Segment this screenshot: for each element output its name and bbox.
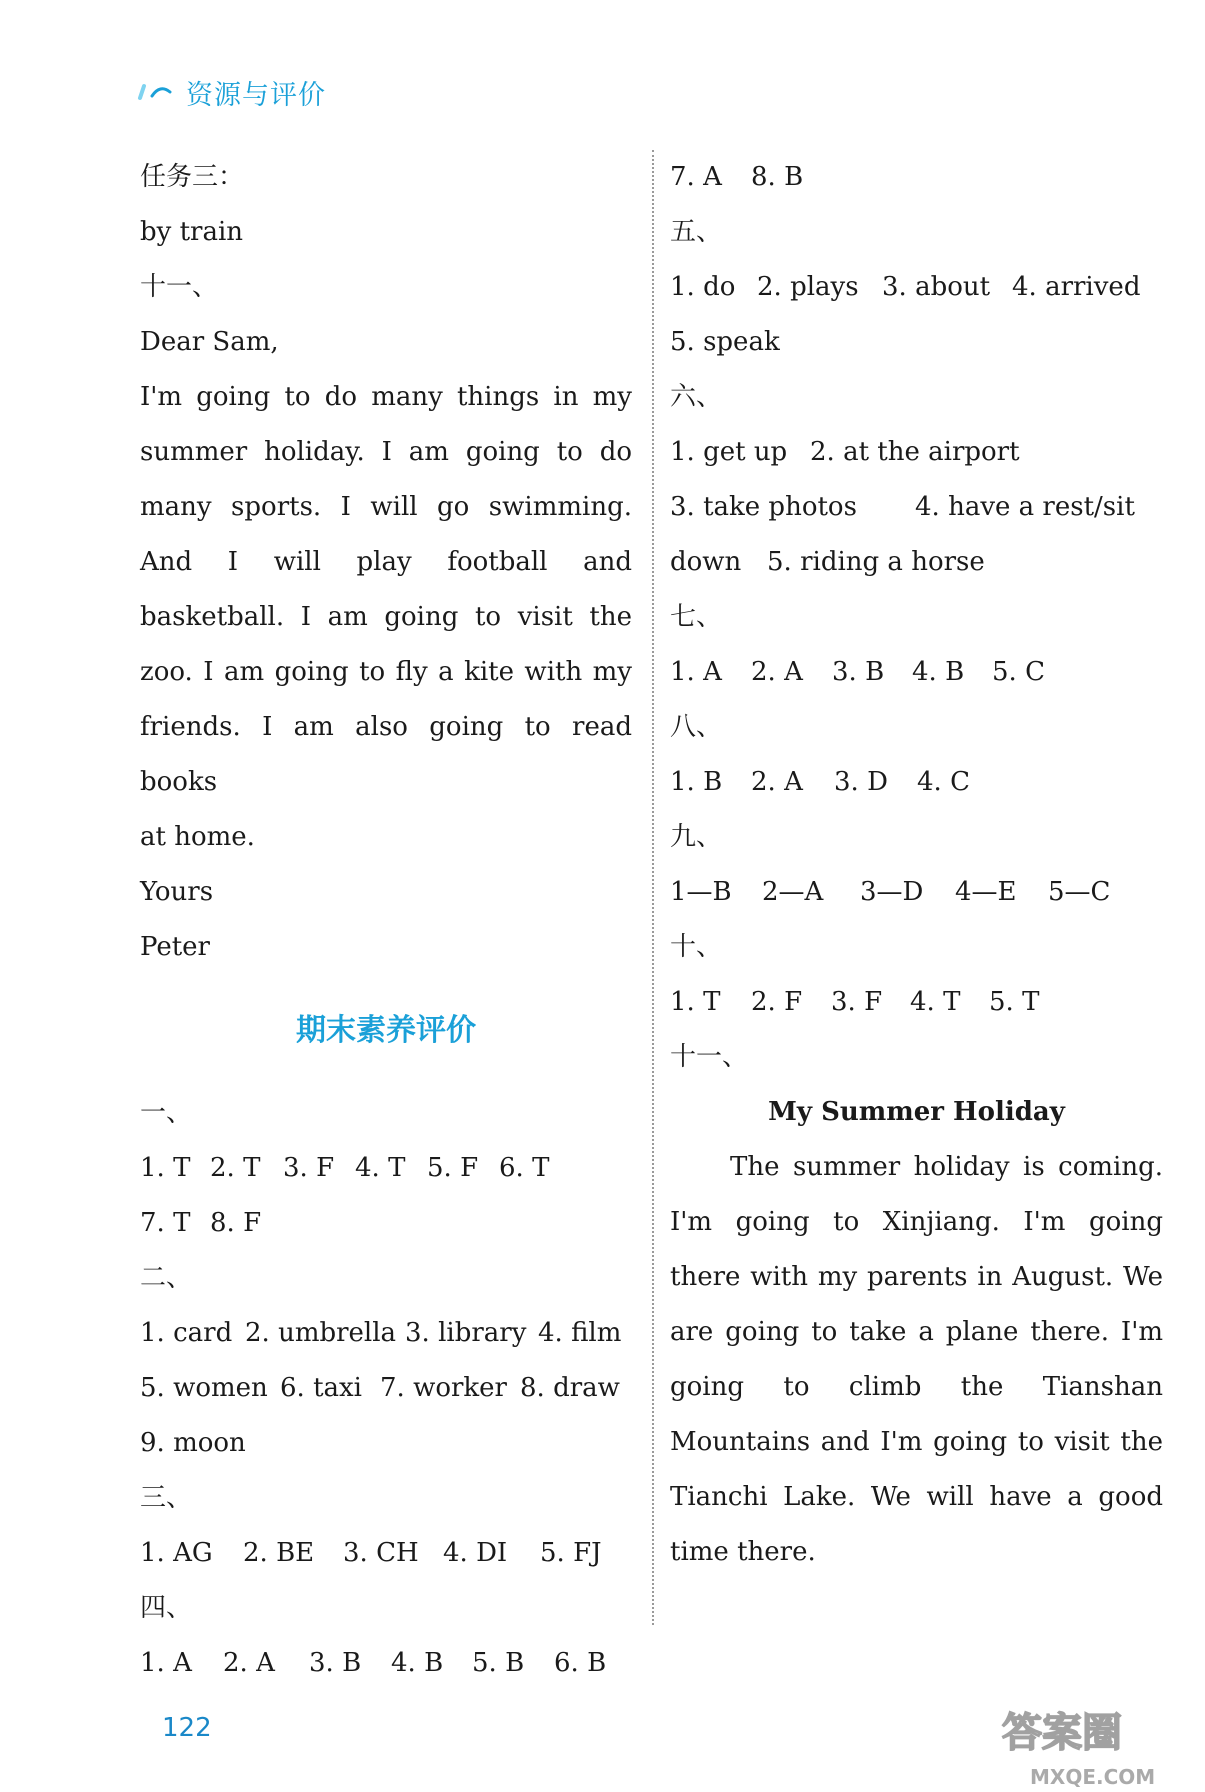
section-9-label: 九、 <box>670 822 723 852</box>
answer-row <box>670 645 1163 700</box>
answer-item: 2. A <box>223 1648 275 1678</box>
essay-line: The summer holiday is coming. <box>730 1152 1163 1182</box>
answer-row <box>670 865 1163 920</box>
answer-item: 2. A <box>751 767 803 797</box>
answer-row <box>670 260 1163 315</box>
answer-item: 8. draw <box>520 1373 620 1403</box>
letter-line: many sports. I will go swimming. <box>140 492 632 522</box>
answer-item: 6. B <box>554 1648 607 1678</box>
answer-item: 5. women <box>140 1373 268 1403</box>
answer-item: 5. T <box>989 987 1040 1017</box>
answer-item: 2. at the airport <box>810 437 1020 467</box>
answer-item: 4. B <box>912 657 965 687</box>
watermark-text: 答案圈 <box>1002 1710 1122 1756</box>
answer-item: 7. T <box>140 1208 191 1238</box>
answer-item: 7. A <box>670 162 722 192</box>
section-3-label: 三、 <box>140 1483 193 1513</box>
answer-item: 4. DI <box>443 1538 508 1568</box>
section-5-label: 五、 <box>670 217 723 247</box>
answer-item: 4. film <box>538 1318 622 1348</box>
section-7-label: 七、 <box>670 602 723 632</box>
answer-row <box>140 1306 632 1361</box>
essay-line: Tianchi Lake. We will have a good <box>670 1482 1163 1512</box>
answer-item: 2. BE <box>243 1538 315 1568</box>
answer-item: 3. B <box>309 1648 362 1678</box>
answer-item: 5. F <box>427 1153 479 1183</box>
letter-greeting: Dear Sam, <box>140 327 279 357</box>
answer-item: 7. worker <box>380 1373 507 1403</box>
section-1-label: 一、 <box>140 1098 193 1128</box>
answer-item: 4. have a rest/sit <box>915 492 1135 522</box>
essay <box>670 1085 1163 1580</box>
answer-item: down <box>670 547 742 577</box>
answer-item: 3—D <box>860 877 924 907</box>
answer-item: 1. A <box>670 657 722 687</box>
essay-title: My Summer Holiday <box>768 1097 1065 1127</box>
essay-line: going to climb the Tianshan <box>670 1372 1163 1402</box>
section-title: 期末素养评价 <box>296 1013 476 1048</box>
letter <box>140 315 632 975</box>
answer-item: 2. umbrella <box>245 1318 397 1348</box>
letter-signature: Peter <box>140 932 210 962</box>
answer-item: 3. F <box>831 987 883 1017</box>
letter-line: friends. I am also going to read books <box>140 712 632 797</box>
answer-item: 5—C <box>1048 877 1111 907</box>
answer-item: 1. card <box>140 1318 233 1348</box>
answer-item: 4—E <box>955 877 1017 907</box>
answer-item: 3. about <box>882 272 991 302</box>
answer-row <box>140 1636 632 1691</box>
answer-row <box>670 975 1163 1030</box>
answer-item: 1. T <box>140 1153 191 1183</box>
essay-line: time there. <box>670 1537 816 1567</box>
answer-row <box>140 1196 632 1251</box>
answer-item: 2—A <box>762 877 824 907</box>
answer-item: 4. B <box>391 1648 444 1678</box>
answer-item: 8. B <box>751 162 804 192</box>
answer-row <box>670 480 1163 535</box>
right-column <box>670 150 1163 1580</box>
essay-line: are going to take a plane there. I'm <box>670 1317 1163 1347</box>
answer-row <box>670 535 1163 590</box>
essay-line: I'm going to Xinjiang. I'm going <box>670 1207 1163 1237</box>
answer-item: 3. library <box>405 1318 527 1348</box>
answer-item: 4. T <box>910 987 961 1017</box>
answer-row <box>140 1416 632 1471</box>
left-column <box>140 150 632 1691</box>
answer-item: 3. B <box>832 657 885 687</box>
answer-row <box>140 1526 632 1581</box>
essay-line: there with my parents in August. We <box>670 1262 1163 1292</box>
header-swoosh-icon <box>136 80 180 104</box>
answer-row <box>140 1361 632 1416</box>
letter-line: And I will play football and <box>140 547 632 577</box>
answer-item: 1. B <box>670 767 723 797</box>
column-divider <box>652 150 654 1625</box>
answer-row <box>670 315 1163 370</box>
answer-item: 3. D <box>834 767 888 797</box>
section-8-label: 八、 <box>670 712 723 742</box>
answer-item: 3. F <box>283 1153 335 1183</box>
section-6-label: 六、 <box>670 382 723 412</box>
answer-item: 1. get up <box>670 437 788 467</box>
answer-item: 9. moon <box>140 1428 246 1458</box>
answer-item: 5. FJ <box>540 1538 602 1568</box>
answer-item: 4. T <box>355 1153 406 1183</box>
answer-item: 5. C <box>992 657 1045 687</box>
answer-item: 5. speak <box>670 327 780 357</box>
header-title: 资源与评价 <box>186 79 326 111</box>
section-4-label: 四、 <box>140 1593 193 1623</box>
answer-item: 6. taxi <box>280 1373 362 1403</box>
letter-line: zoo. I am going to fly a kite with my <box>140 657 632 687</box>
watermark-site: MXQE.COM <box>1030 1765 1156 1789</box>
answer-item: 5. riding a horse <box>767 547 985 577</box>
section-11-label: 十一、 <box>140 272 219 302</box>
section-11-label: 十一、 <box>670 1042 749 1072</box>
letter-line: at home. <box>140 822 255 852</box>
letter-line: basketball. I am going to visit the <box>140 602 632 632</box>
answer-row <box>670 425 1163 480</box>
letter-closing: Yours <box>140 877 214 907</box>
answer-item: 1. AG <box>140 1538 213 1568</box>
answer-item: 1. T <box>670 987 721 1017</box>
answer-item: 4. arrived <box>1012 272 1141 302</box>
answer-item: 2. plays <box>757 272 859 302</box>
page-header <box>136 72 326 112</box>
answer-item: 6. T <box>499 1153 550 1183</box>
answer-item: 1—B <box>670 877 732 907</box>
essay-line: Mountains and I'm going to visit the <box>670 1427 1163 1457</box>
answer-row <box>140 1141 632 1196</box>
letter-line: I'm going to do many things in my <box>140 382 632 412</box>
page-number: 122 <box>162 1713 212 1743</box>
task3-answer: by train <box>140 217 244 247</box>
section-10-label: 十、 <box>670 932 723 962</box>
answer-item: 3. CH <box>343 1538 419 1568</box>
section-2-label: 二、 <box>140 1263 193 1293</box>
answer-item: 4. C <box>917 767 970 797</box>
answer-item: 2. F <box>751 987 803 1017</box>
answer-item: 2. A <box>751 657 803 687</box>
answer-row <box>670 755 1163 810</box>
answer-item: 8. F <box>210 1208 262 1238</box>
task3-label: 任务三： <box>140 162 245 192</box>
answer-item: 1. do <box>670 272 736 302</box>
answer-item: 2. T <box>210 1153 261 1183</box>
answer-item: 3. take photos <box>670 492 857 522</box>
answer-item: 1. A <box>140 1648 192 1678</box>
answer-row <box>670 150 1163 205</box>
watermark-logo <box>1000 1700 1185 1790</box>
letter-line: summer holiday. I am going to do <box>140 437 632 467</box>
answer-item: 5. B <box>472 1648 525 1678</box>
